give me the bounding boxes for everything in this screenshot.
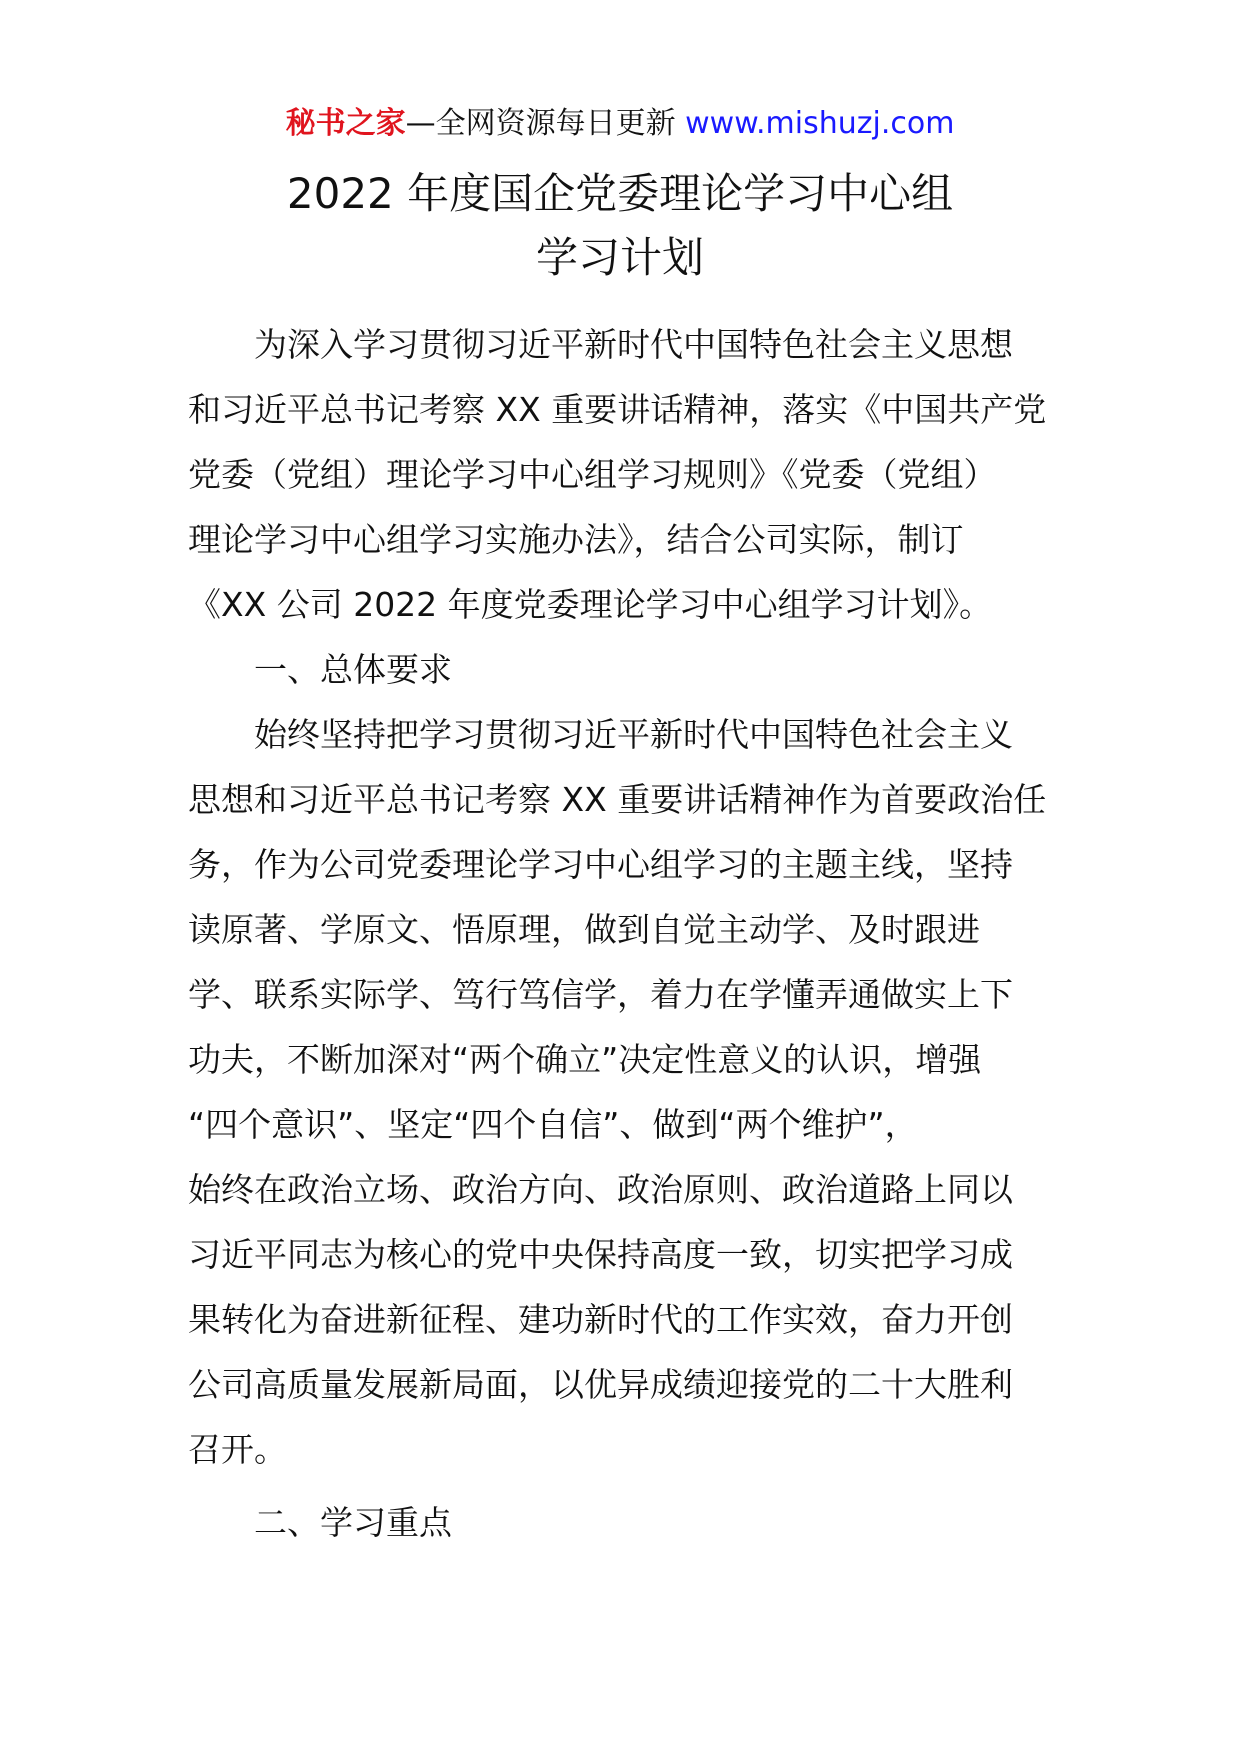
- document-title-line-2: 学习计划: [535, 233, 704, 282]
- site-url-link[interactable]: www.mishuzj.com: [685, 106, 955, 141]
- intro-line: 理论学习中心组学习实施办法》，结合公司实际，制订: [188, 520, 964, 559]
- section1-line: 功夫，不断加深对“两个确立”决定性意义的认识，增强: [188, 1040, 982, 1079]
- intro-line: 《XX 公司 2022 年度党委理论学习中心组学习计划》。: [188, 585, 993, 624]
- section1-line: 召开。: [188, 1430, 287, 1469]
- section1-line: 思想和习近平总书记考察 XX 重要讲话精神作为首要政治任: [188, 780, 1047, 819]
- intro-line: 为深入学习贯彻习近平新时代中国特色社会主义思想: [188, 325, 1013, 364]
- section-heading-overall-requirements: 一、总体要求: [188, 650, 452, 689]
- document-body: [188, 312, 1058, 1555]
- site-header: [0, 104, 1240, 144]
- section1-line: 学、联系实际学、笃行笃信学，着力在学懂弄通做实上下: [188, 975, 1013, 1014]
- header-tagline: —全网资源每日更新: [405, 106, 686, 141]
- intro-line: 和习近平总书记考察 XX 重要讲话精神，落实《中国共产党: [188, 390, 1047, 429]
- section1-line: 务，作为公司党委理论学习中心组学习的主题主线，坚持: [188, 845, 1013, 884]
- section1-line: 始终坚持把学习贯彻习近平新时代中国特色社会主义: [188, 715, 1013, 754]
- section1-line: 读原著、学原文、悟原理，做到自觉主动学、及时跟进: [188, 910, 980, 949]
- section1-line: 公司高质量发展新局面，以优异成绩迎接党的二十大胜利: [188, 1365, 1013, 1404]
- section1-line: 始终在政治立场、政治方向、政治原则、政治道路上同以: [188, 1170, 1013, 1209]
- section1-line: “四个意识”、坚定“四个自信”、做到“两个维护”，: [188, 1105, 918, 1144]
- section1-line: 习近平同志为核心的党中央保持高度一致，切实把学习成: [188, 1235, 1013, 1274]
- brand-name: 秘书之家: [285, 106, 406, 141]
- section-heading-study-focus: 二、学习重点: [188, 1503, 452, 1542]
- document-title-line-1: 2022 年度国企党委理论学习中心组: [286, 169, 954, 218]
- section1-line: 果转化为奋进新征程、建功新时代的工作实效，奋力开创: [188, 1300, 1013, 1339]
- intro-line: 党委（党组）理论学习中心组学习规则》《党委（党组）: [188, 455, 997, 494]
